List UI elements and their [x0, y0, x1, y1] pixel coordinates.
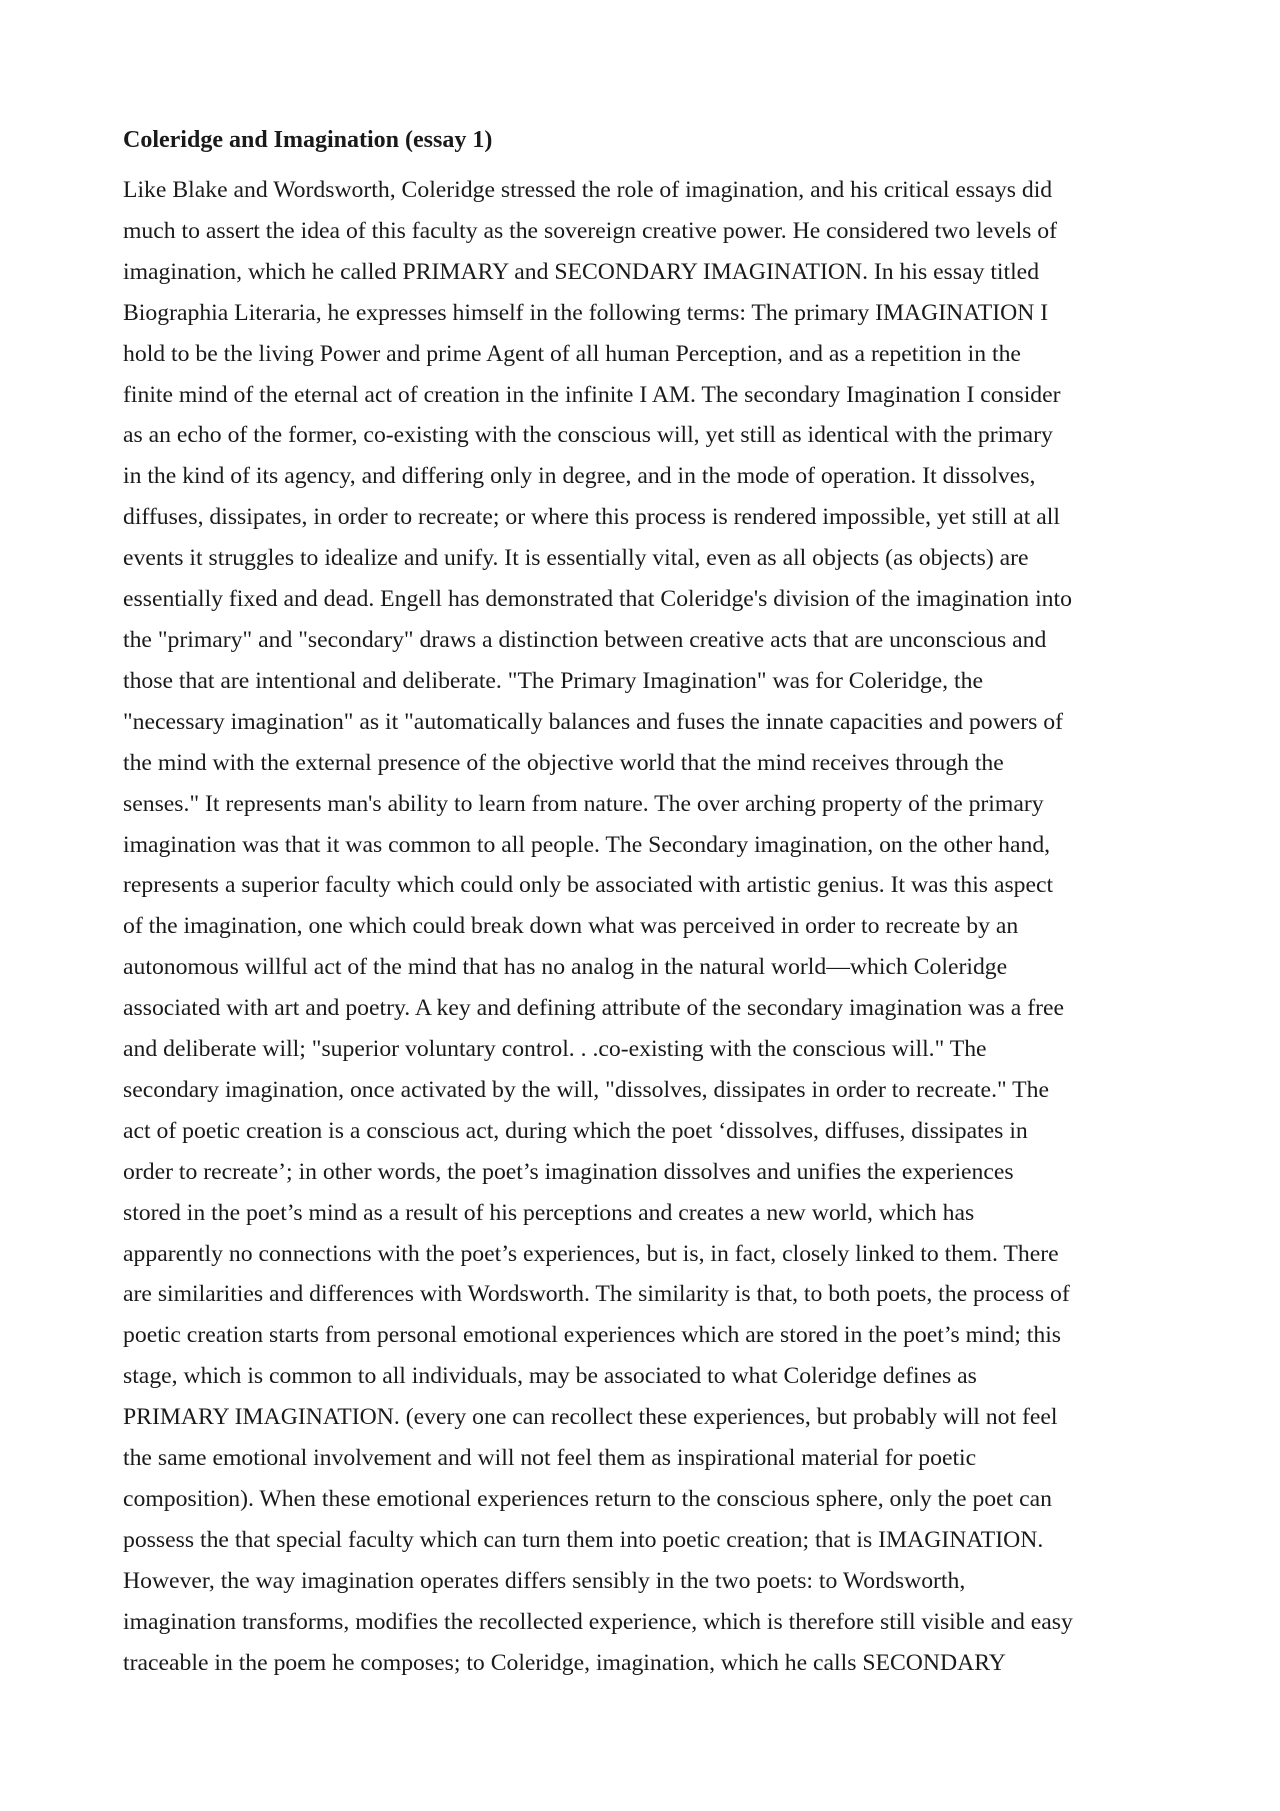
text-line: imagination was that it was common to all people. The Secondary imagination, on the other hand, — [123, 831, 1051, 858]
text-line: of the imagination, one which could break down what was perceived in order to recreate by an — [123, 913, 1019, 940]
text-line: events it struggles to idealize and unify. It is essentially vital, even as all objects (as objects) are — [123, 545, 1029, 572]
text-line: senses." It represents man's ability to learn from nature. The over arching property of the primary — [123, 790, 1044, 817]
text-line: Like Blake and Wordsworth, Coleridge stressed the role of imagination, and his critical essays did — [123, 177, 1053, 203]
text-line: the "primary" and "secondary" draws a distinction between creative acts that are unconscious and — [123, 626, 1047, 653]
text-line: the same emotional involvement and will not feel them as inspirational material for poetic — [123, 1445, 977, 1472]
text-line: traceable in the poem he composes; to Coleridge, imagination, which he calls SECONDARY — [123, 1649, 1006, 1676]
text-line: secondary imagination, once activated by the will, "dissolves, dissipates in order to recreate." The — [123, 1076, 1049, 1103]
text-line: essentially fixed and dead. Engell has demonstrated that Coleridge's division of the imagination into — [123, 586, 1072, 613]
text-line: those that are intentional and deliberate. "The Primary Imagination" was for Coleridge, the — [123, 667, 983, 694]
text-line: diffuses, dissipates, in order to recreate; or where this process is rendered impossible, yet still at all — [123, 504, 1060, 531]
text-line: associated with art and poetry. A key and defining attribute of the secondary imagination was a free — [123, 995, 1065, 1022]
text-line: Biographia Literaria, he expresses himself in the following terms: The primary IMAGINATION I — [123, 299, 1049, 326]
text-line: order to recreate’; in other words, the poet’s imagination dissolves and unifies the experiences — [123, 1158, 1014, 1185]
text-line: imagination, which he called PRIMARY and SECONDARY IMAGINATION. In his essay titled — [123, 258, 1040, 285]
essay-paragraph — [123, 170, 1173, 1684]
text-line: possess the that special faculty which can turn them into poetic creation; that is IMAGINATION. — [123, 1526, 1044, 1553]
text-line: much to assert the idea of this faculty as the sovereign creative power. He considered two levels of — [123, 217, 1058, 244]
text-line: imagination transforms, modifies the recollected experience, which is therefore still visible and easy — [123, 1608, 1073, 1635]
document-body — [123, 120, 1173, 1684]
text-line: autonomous willful act of the mind that has no analog in the natural world—which Coleridge — [123, 954, 1008, 981]
text-line: the mind with the external presence of the objective world that the mind receives through the — [123, 749, 1004, 776]
text-line: as an echo of the former, co-existing with the conscious will, yet still as identical with the primary — [123, 422, 1053, 449]
text-line: "necessary imagination" as it "automatically balances and fuses the innate capacities and powers of — [123, 708, 1063, 735]
text-line: However, the way imagination operates differs sensibly in the two poets: to Wordsworth, — [123, 1567, 966, 1594]
text-line: finite mind of the eternal act of creation in the infinite I AM. The secondary Imagination I consider — [123, 381, 1061, 408]
text-line: and deliberate will; "superior voluntary control. . .co-existing with the conscious will." The — [123, 1036, 987, 1063]
text-line: act of poetic creation is a conscious act, during which the poet ‘dissolves, diffuses, dissipates in — [123, 1117, 1028, 1144]
text-line: PRIMARY IMAGINATION. (every one can recollect these experiences, but probably will not feel — [123, 1404, 1058, 1431]
text-line: composition). When these emotional experiences return to the conscious sphere, only the poet can — [123, 1486, 1053, 1512]
text-line: stored in the poet’s mind as a result of his perceptions and creates a new world, which has — [123, 1199, 975, 1226]
text-line: poetic creation starts from personal emotional experiences which are stored in the poet’s mind; this — [123, 1322, 1062, 1349]
text-line: hold to be the living Power and prime Agent of all human Perception, and as a repetition in the — [123, 340, 1021, 367]
text-line: are similarities and differences with Wordsworth. The similarity is that, to both poets, the process of — [123, 1281, 1070, 1308]
text-line: stage, which is common to all individuals, may be associated to what Coleridge defines as — [123, 1363, 977, 1390]
document-title: Coleridge and Imagination (essay 1) — [123, 127, 493, 153]
text-line: apparently no connections with the poet’s experiences, but is, in fact, closely linked to them. There — [123, 1240, 1059, 1267]
text-line: represents a superior faculty which could only be associated with artistic genius. It was this aspect — [123, 872, 1054, 899]
text-line: in the kind of its agency, and differing only in degree, and in the mode of operation. It dissolves, — [123, 463, 1036, 490]
